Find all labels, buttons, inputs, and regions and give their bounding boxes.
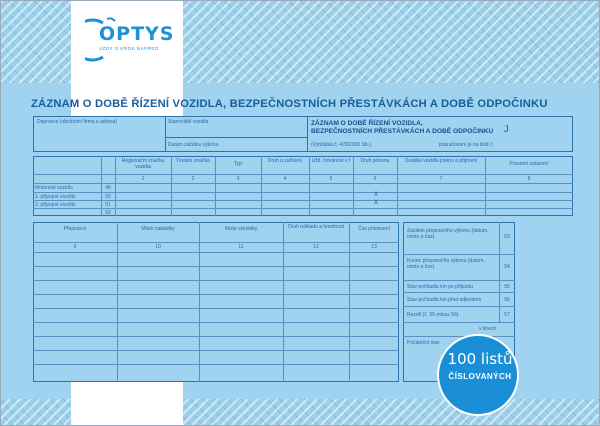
row-label-motorove: Motorové vozidlo bbox=[35, 185, 73, 191]
row-label-pripojne-1: 1. přípojné vozidlo bbox=[35, 194, 76, 200]
trip-header-3: Místo vykládky bbox=[224, 226, 258, 232]
box-mark: J bbox=[504, 124, 509, 134]
side-label-55: Stav počítadla km po příjezdu bbox=[407, 284, 473, 290]
page-title: ZÁZNAM O DOBĚ ŘÍZENÍ VOZIDLA, BEZPEČNOSTNÍCH PŘESTÁVKÁCH A DOBĚ ODPOČINKU bbox=[31, 98, 548, 110]
trip-header-4: Druh nákladu a hmotnost bbox=[288, 224, 344, 230]
col-header-6: Druh pohonu bbox=[360, 158, 390, 164]
box-title: ZÁZNAM O DOBĚ ŘÍZENÍ VOZIDLA, BEZPEČNOSTNÍCH PŘESTÁVKÁCH A DOBĚ ODPOČINKU bbox=[311, 120, 494, 135]
col-header-7: Osádka vozidla jméno a příjmení bbox=[404, 158, 478, 164]
badge-line2: ČÍSLOVANÝCH bbox=[448, 372, 512, 381]
side-label-litry: v litrech bbox=[479, 326, 497, 332]
side-label-pocatecni: Počáteční stav bbox=[407, 340, 440, 346]
form-card: Dopravce (obchodní firma a adresa) Stanoviště vozidla Datum začátku výkonu ZÁZNAM O DOBĚ ŘÍZENÍ VOZIDLA, BEZPEČNOSTNÍCH PŘESTÁVKÁCH A DOBĚ ODPOČINKU J (Vyhláška č. 478/2000 Sb.) pokračování je na listě č. Registrační značka vozidla Tovární značka Typ Druh a zařízení Užit. hmotnost v t Druh pohonu Osádka vozidla jméno a příjmení Pravomí zařazení 1 2 3 4 5 6 7 8 Motorové vozidlo 49 1. přípojné vozidlo 50 X 2. přípojné vozidlo 51 X 52 Přepravce Místo nakládky Místo vykládky Druh nákladu a hmotnost Čas přistavení 9 10 11 12 13 Začátek přepravního výkonu (datum, místo a čas) 53 Konec přepravního výkonu (datum, místo a čas) 54 Stav počítadla km po příjezdu 55 Stav počítadla km před odjezdem 56 Rozdíl (č. 55 minus 56) 57 v litrech Počáteční stav bbox=[29, 116, 577, 382]
col-header-1: Registrační značka vozidla bbox=[121, 158, 165, 170]
logo-tagline: VŽDY O KROK NAPŘED bbox=[99, 46, 159, 51]
sheets-badge bbox=[437, 334, 519, 416]
col-header-5: Užit. hmotnost v t bbox=[311, 158, 351, 164]
col-header-3: Typ bbox=[233, 161, 243, 167]
mark-row-2: X bbox=[374, 200, 379, 206]
col-header-4: Druh a zařízení bbox=[267, 158, 303, 164]
trip-header-5: Čas přistavení bbox=[358, 226, 390, 232]
pokracovani-label: pokračování je na listě č. bbox=[439, 142, 495, 148]
side-label-57: Rozdíl (č. 55 minus 56) bbox=[407, 312, 459, 318]
dopravce-label: Dopravce (obchodní firma a adresa) bbox=[37, 119, 118, 125]
trip-header-2: Místo nakládky bbox=[141, 226, 175, 232]
badge-line1: 100 listů bbox=[447, 350, 513, 368]
col-header-8: Pravomí zařazení bbox=[509, 161, 549, 167]
side-label-53: Začátek přepravního výkonu (datum, místo a čas) bbox=[407, 228, 489, 240]
mark-row-1: X bbox=[374, 192, 379, 198]
trip-header-1: Přepravce bbox=[63, 226, 87, 232]
datum-label: Datum začátku výkonu bbox=[168, 142, 219, 148]
stanoviste-label: Stanoviště vozidla bbox=[168, 119, 209, 125]
side-label-56: Stav počítadla km před odjezdem bbox=[407, 297, 482, 303]
side-label-54: Konec přepravního výkonu (datum, místo a čas) bbox=[407, 258, 485, 270]
vyhlaska-label: (Vyhláška č. 478/2000 Sb.) bbox=[311, 142, 371, 148]
col-header-2: Tovární značka bbox=[176, 158, 210, 164]
logo-text: OPTYS bbox=[99, 23, 175, 45]
row-label-pripojne-2: 2. přípojné vozidlo bbox=[35, 202, 76, 208]
